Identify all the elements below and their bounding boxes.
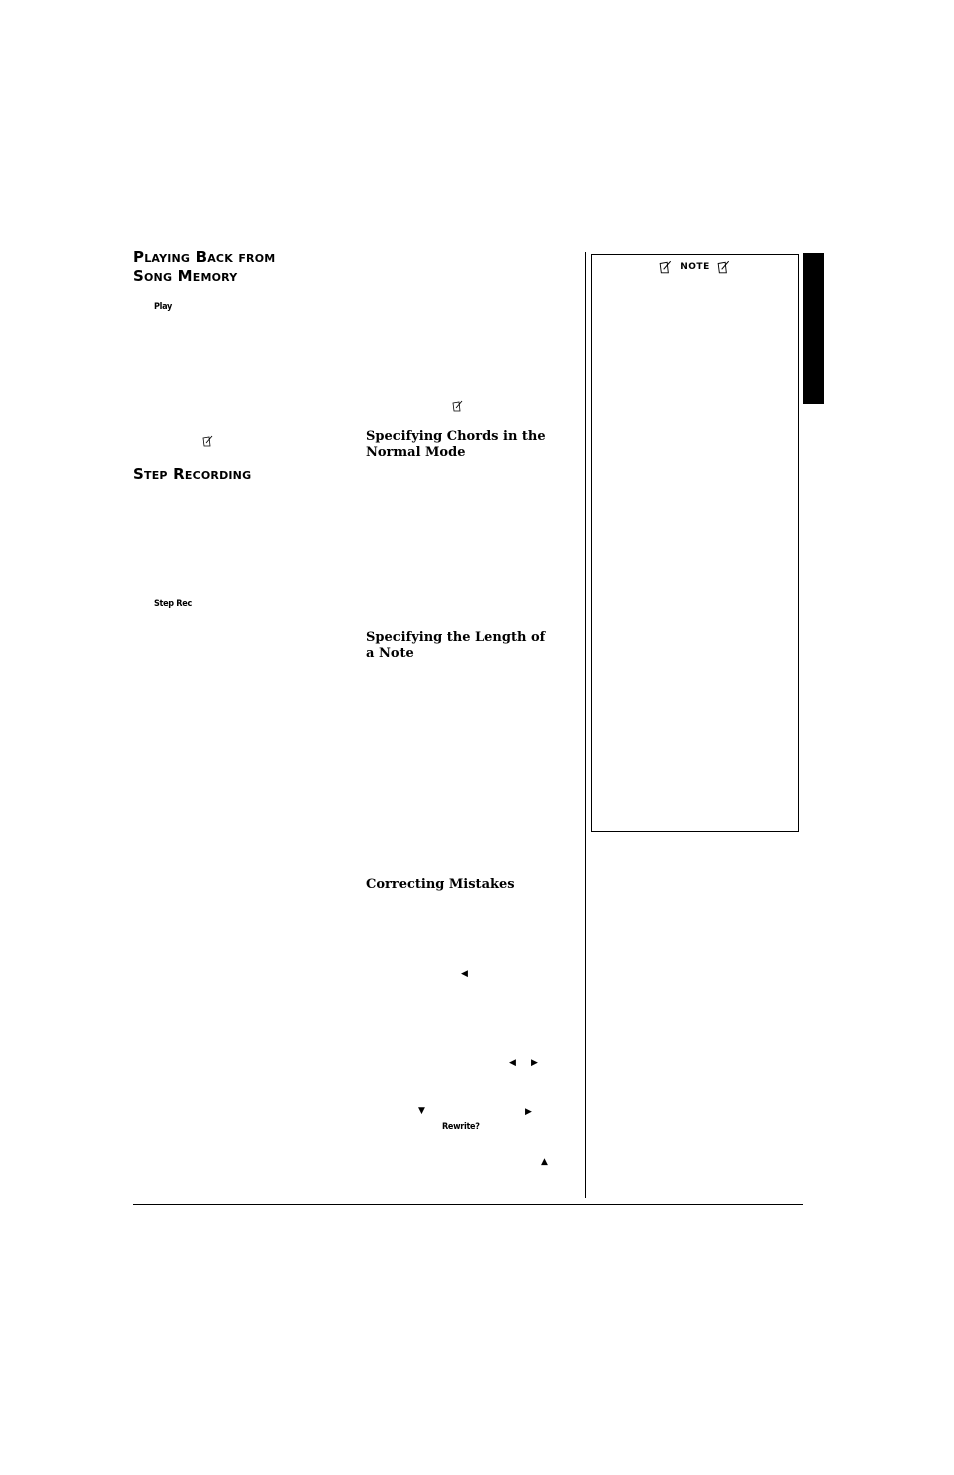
- step-recording-heading: Step Recording: [133, 465, 252, 483]
- note-box-title: [592, 260, 798, 274]
- chapter-side-tab: [803, 253, 824, 404]
- note-box: [591, 254, 799, 832]
- note-length-heading-line2: a Note: [366, 646, 414, 661]
- note-length-heading: [366, 630, 576, 662]
- lcd-rewrite-label: Rewrite?: [442, 1122, 480, 1132]
- section-playback-heading: [133, 248, 333, 286]
- down-arrow-icon: ▼: [418, 1106, 425, 1116]
- playback-heading-line1: Playing Back from: [133, 248, 276, 266]
- note-length-heading-line1: Specifying the Length of: [366, 630, 546, 645]
- column-divider: [585, 252, 586, 1198]
- note-pencil-icon: [202, 435, 214, 447]
- footer-rule: [133, 1204, 803, 1205]
- right-arrow-icon: ▶: [531, 1058, 538, 1068]
- left-arrow-icon: ◀: [461, 969, 468, 979]
- right-arrow-icon: ▶: [525, 1107, 532, 1117]
- note-box-label: NOTE: [680, 262, 710, 272]
- note-pencil-icon: [452, 400, 464, 412]
- note-pencil-icon: [659, 260, 673, 274]
- note-pencil-icon: [717, 260, 731, 274]
- playback-heading-line2: Song Memory: [133, 267, 238, 285]
- up-arrow-icon: ▲: [541, 1157, 548, 1167]
- left-arrow-icon: ◀: [509, 1058, 516, 1068]
- lcd-play-label: Play: [154, 302, 172, 312]
- lcd-step-rec-label: Step Rec: [154, 599, 192, 609]
- chords-normal-mode-heading: Specifying Chords in the Normal Mode: [366, 429, 546, 460]
- correcting-mistakes-heading: Correcting Mistakes: [366, 877, 515, 892]
